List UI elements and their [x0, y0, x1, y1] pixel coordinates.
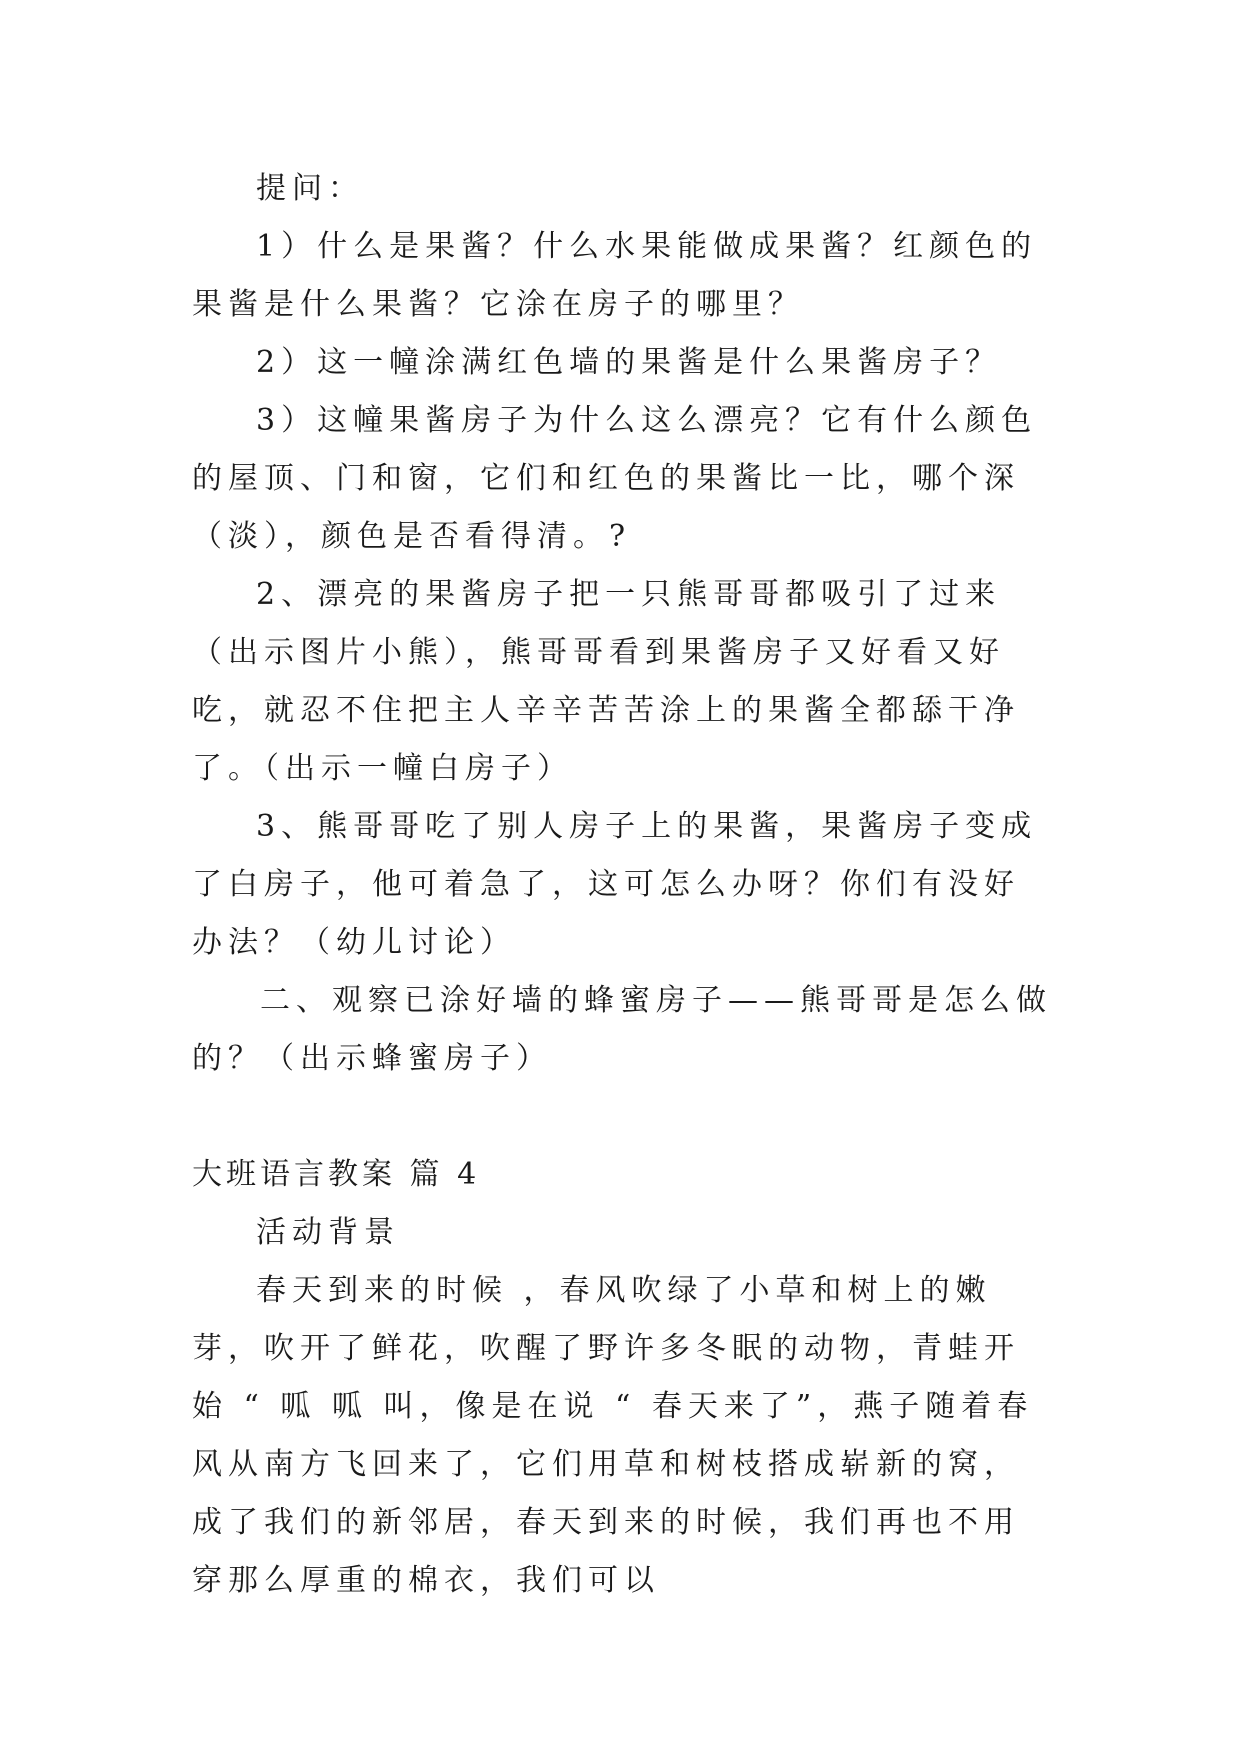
paragraph-questions-label: 提问： — [256, 171, 364, 206]
paragraph-step-2: 2、漂亮的果酱房子把一只熊哥哥都吸引了过来（出示图片小熊），熊哥哥看到果酱房子又好看又好吃，就忍不住把主人辛辛苦苦涂上的果酱全都舔干净了。（出示一幢白房子） — [192, 577, 1020, 786]
paragraph-question-1: 1）什么是果酱？什么水果能做成果酱？红颜色的果酱是什么果酱？它涂在房子的哪里？ — [192, 229, 1038, 322]
paragraph-question-3: 3）这幢果酱房子为什么这么漂亮？它有什么颜色的屋顶、门和窗，它们和红色的果酱比一比，哪个深（淡），颜色是否看得清。? — [192, 403, 1038, 554]
paragraph-step-3: 3、熊哥哥吃了别人房子上的果酱，果酱房子变成了白房子，他可着急了，这可怎么办呀？你们有没好办法？（幼儿讨论） — [192, 809, 1038, 960]
document-body — [192, 160, 1052, 1610]
paragraph-spring-background: 春天到来的时候 ，春风吹绿了小草和树上的嫩芽，吹开了鲜花，吹醒了野许多冬眠的动物，青蛙开始 “ 呱 呱 叫，像是在说 “ 春天来了”，燕子随着春风从南方飞回来了，它们用草和树枝搭成崭新的窝，成了我们的新邻居，春天到来的时候，我们再也不用穿那么厚重的棉衣，我们可以 — [192, 1273, 1034, 1598]
section-title: 大班语言教案 篇 4 — [192, 1157, 481, 1192]
paragraph-observe-honey-house: 二、观察已涂好墙的蜂蜜房子——熊哥哥是怎么做的？（出示蜂蜜房子） — [192, 983, 1052, 1076]
paragraph-question-2: 2）这一幢涂满红色墙的果酱是什么果酱房子？ — [256, 345, 1002, 380]
section-spacer — [192, 1088, 1052, 1146]
subheading-activity-background: 活动背景 — [256, 1215, 400, 1250]
